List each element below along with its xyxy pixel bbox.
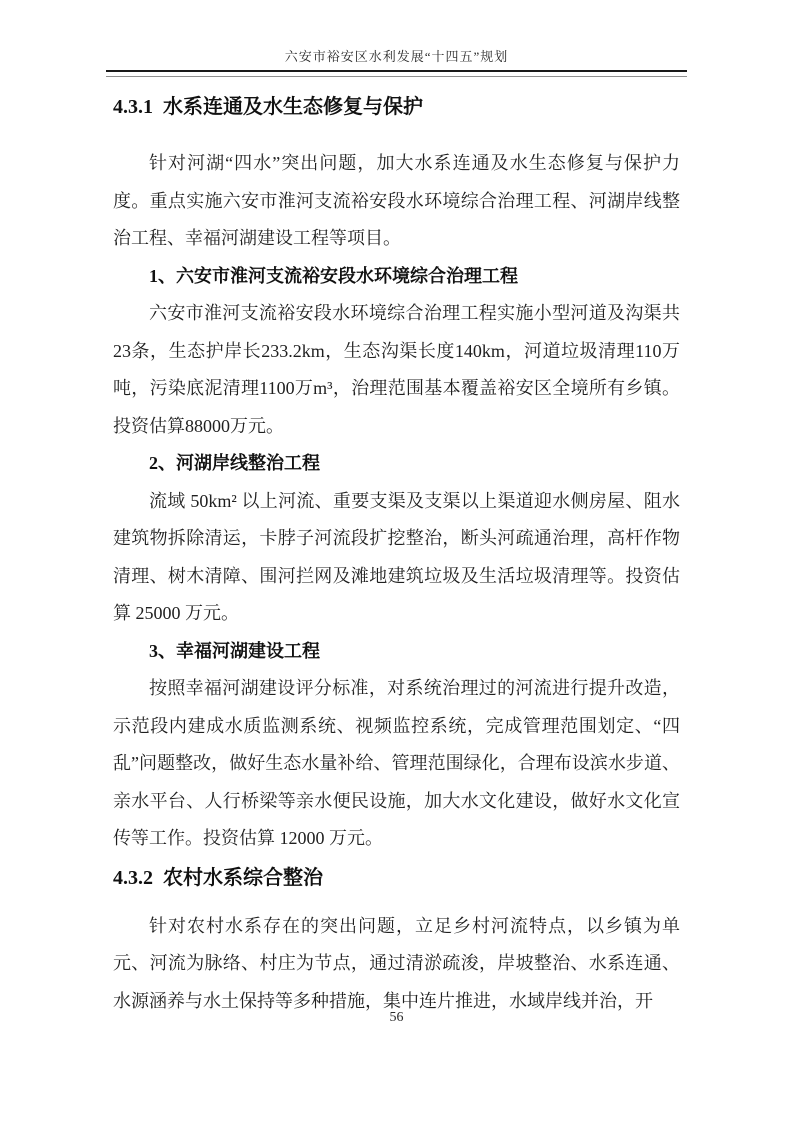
section-number: 4.3.2 (113, 866, 153, 889)
section-heading (113, 864, 680, 892)
section-heading (113, 93, 680, 121)
page-number: 56 (389, 1010, 404, 1025)
header-title: 六安市裕安区水利发展“十四五”规划 (284, 49, 509, 64)
paragraph: 六安市淮河支流裕安段水环境综合治理工程实施小型河道及沟渠共23条，生态护岸长233.2km，生态沟渠长度140km，河道垃圾清理110万吨，污染底泥清理1100万m³，治理范围基本覆盖裕安区全境所有乡镇。投资估算88000万元。 (113, 303, 680, 436)
page-header (106, 48, 687, 77)
section-title: 水系连通及水生态修复与保护 (163, 96, 423, 118)
subheading: 2、河湖岸线整治工程 (149, 453, 320, 473)
subheading: 3、幸福河湖建设工程 (149, 640, 320, 661)
header-rule (106, 70, 687, 77)
paragraph: 针对河湖“四水”突出问题，加大水系连通及水生态修复与保护力度。重点实施六安市淮河支流裕安段水环境综合治理工程、河湖岸线整治工程、幸福河湖建设工程等项目。 (113, 153, 680, 248)
paragraph: 针对农村水系存在的突出问题，立足乡村河流特点，以乡镇为单元、河流为脉络、村庄为节点，通过清淤疏浚，岸坡整治、水系连通、水源涵养与水土保持等多种措施，集中连片推进，水域岸线并治，开 (113, 915, 680, 1011)
section-number: 4.3.1 (113, 96, 153, 118)
section-431 (113, 93, 680, 858)
subheading: 1、六安市淮河支流裕安段水环境综合治理工程 (149, 265, 518, 286)
page-footer (0, 1010, 793, 1026)
paragraph: 按照幸福河湖建设评分标准，对系统治理过的河流进行提升改造，示范段内建成水质监测系统、视频监控系统，完成管理范围划定、“四乱”问题整改，做好生态水量补给、管理范围绿化，合理布设滨水步道、亲水平台、人行桥梁等亲水便民设施，加大水文化建设，做好水文化宣传等工作。投资估算 12000 万元。 (113, 678, 680, 848)
section-432 (113, 864, 680, 1021)
paragraph: 流域 50km² 以上河流、重要支渠及支渠以上渠道迎水侧房屋、阻水建筑物拆除清运，卡脖子河流段扩挖整治，断头河疏通治理，高杆作物清理、树木清障、围河拦网及滩地建筑垃圾及生活垃圾清理等。投资估算 25000 万元。 (113, 490, 680, 623)
document-content (113, 93, 680, 1020)
section-title: 农村水系综合整治 (163, 866, 323, 889)
